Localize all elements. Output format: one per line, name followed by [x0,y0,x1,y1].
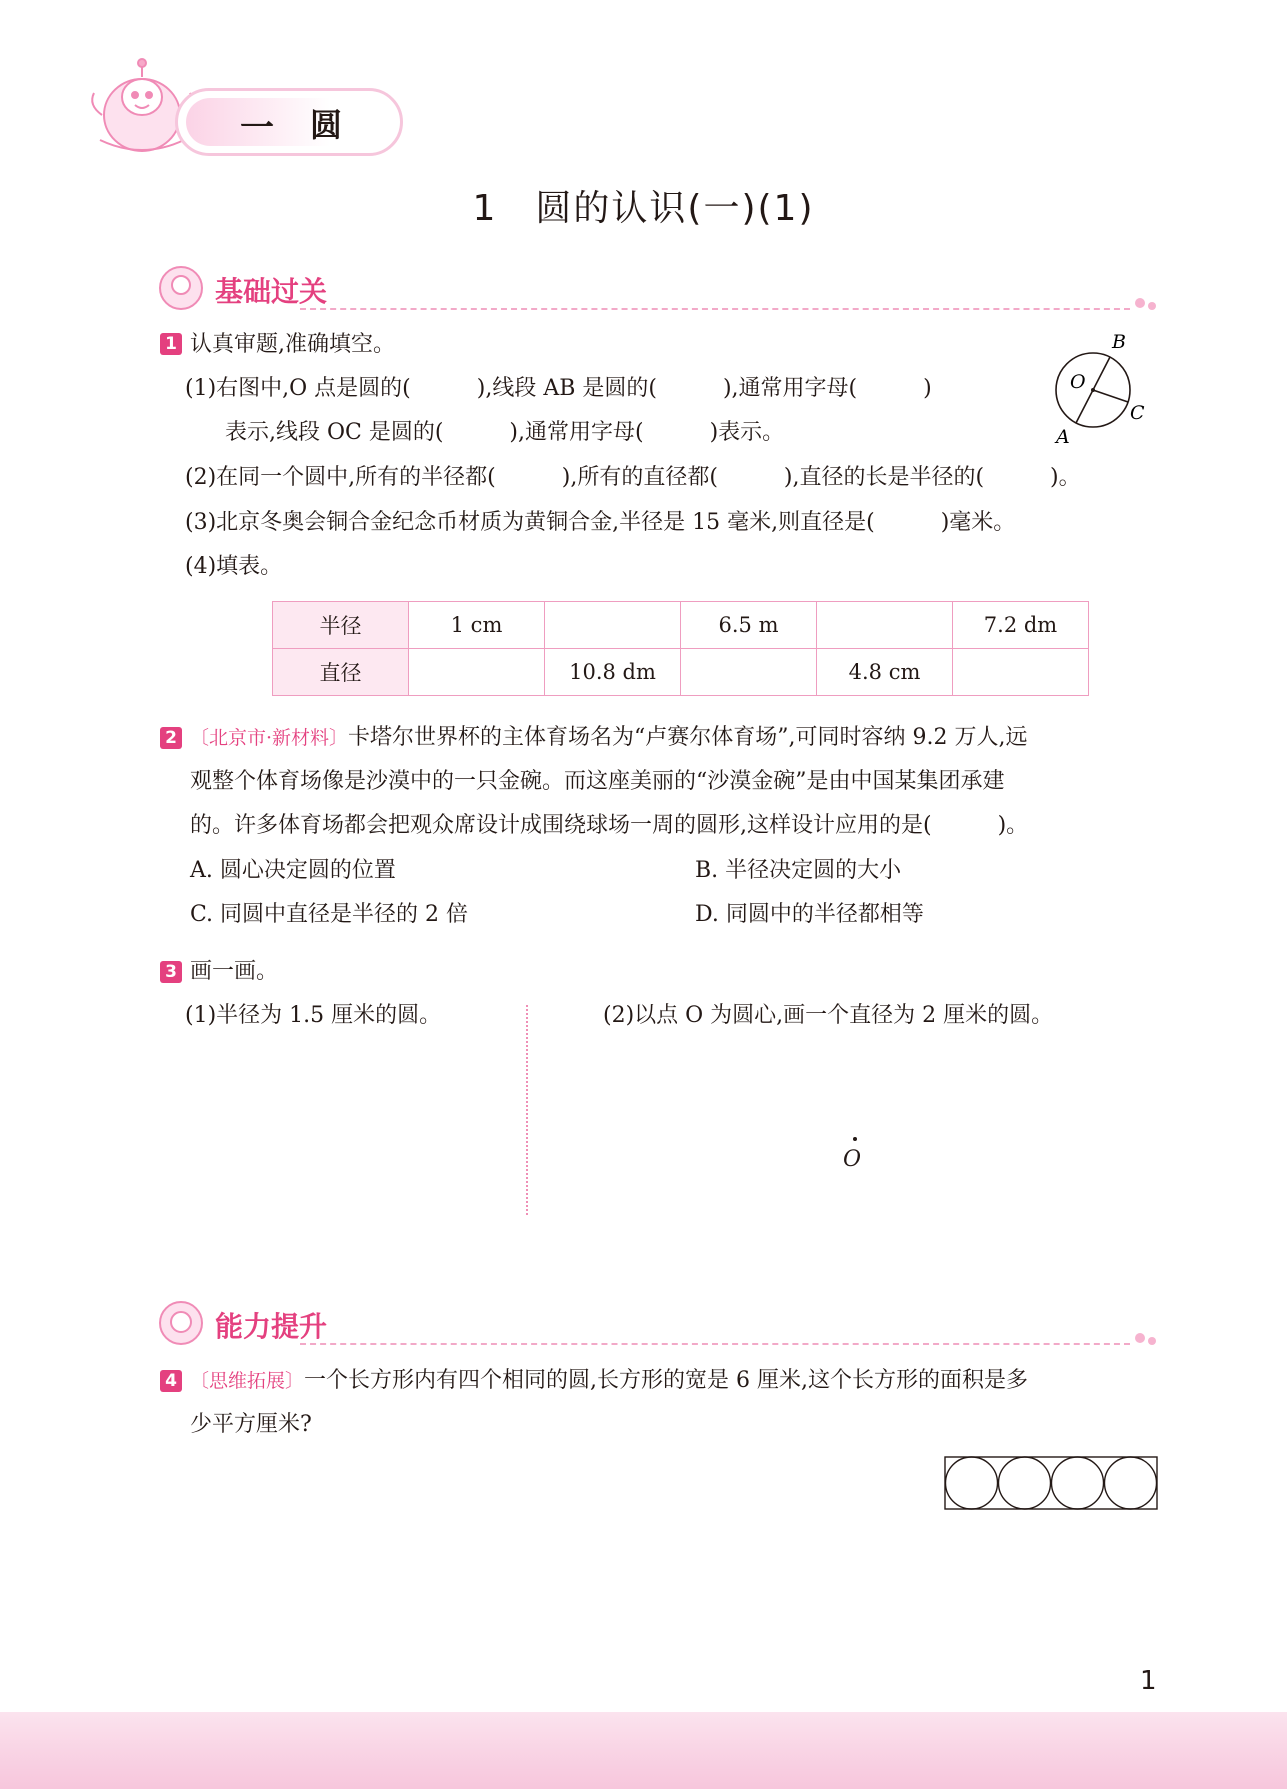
fill-table [272,601,1089,696]
label-c: C [1130,402,1145,424]
table-cell[interactable]: 4.8 cm [817,649,953,696]
circle-diagram [1040,330,1150,450]
q3-part1: (1)半径为 1.5 厘米的圆。 [185,1003,442,1028]
table-cell[interactable] [953,649,1089,696]
table-cell[interactable]: 1 cm [409,602,545,649]
table-cell[interactable] [545,602,681,649]
chapter-tab [175,88,403,156]
label-b: B [1112,331,1126,353]
q4-line2: 少平方厘米? [190,1412,312,1437]
section-icon-advanced [158,1300,204,1346]
option-b[interactable]: B. 半径决定圆的大小 [695,858,902,883]
q4-line1-text: 一个长方形内有四个相同的圆,长方形的宽是 6 厘米,这个长方形的面积是多 [304,1368,1028,1393]
point-o-label: O [843,1147,862,1172]
q1-part4: (4)填表。 [185,554,283,579]
section-heading-basic: 基础过关 [215,275,328,308]
section-divider [300,1343,1130,1345]
table-row-label: 半径 [273,602,409,649]
four-circles-figure [943,1455,1159,1511]
table-row [273,602,1089,649]
q1-part1-line2: 表示,线段 OC 是圆的( ),通常用字母( )表示。 [225,420,785,445]
q1-part3: (3)北京冬奥会铜合金纪念币材质为黄铜合金,半径是 15 毫米,则直径是( )毫米。 [185,510,1016,535]
question-number: 2 [160,727,182,749]
question-stem: 画一画。 [190,959,279,984]
option-c[interactable]: C. 同圆中直径是半径的 2 倍 [190,902,469,927]
table-cell[interactable]: 10.8 dm [545,649,681,696]
label-a: A [1056,426,1070,448]
table-row [273,649,1089,696]
divider-dot [1135,298,1145,308]
table-cell[interactable] [817,602,953,649]
divider-dot [1148,1337,1156,1345]
question-number: 1 [160,333,182,355]
q2-line3: 的。许多体育场都会把观众席设计成围绕球场一周的圆形,这样设计应用的是( )。 [190,813,1029,838]
chapter-title: 圆 [310,106,343,144]
lesson-title: 1 圆的认识(一)(1) [472,188,815,229]
point-o-dot [853,1137,857,1141]
option-a[interactable]: A. 圆心决定圆的位置 [190,858,396,883]
section-divider [300,308,1130,310]
chapter-number: 一 [240,108,274,148]
table-cell[interactable]: 6.5 m [681,602,817,649]
question-number: 3 [160,961,182,983]
question-number: 4 [160,1370,182,1392]
table-cell[interactable] [409,649,545,696]
label-o: O [1070,371,1086,393]
q2-tag: 〔北京市·新材料〕 [190,727,349,749]
divider-dot [1148,302,1156,310]
q2-line1 [190,723,1028,753]
q4-line1 [190,1366,1028,1396]
option-d[interactable]: D. 同圆中的半径都相等 [695,902,924,927]
table-row-label: 直径 [273,649,409,696]
section-icon-basic [158,265,204,311]
bottom-band [0,1712,1287,1789]
q1-part1-line1: (1)右图中,O 点是圆的( ),线段 AB 是圆的( ),通常用字母( ) [185,376,932,401]
q2-line1-text: 卡塔尔世界杯的主体育场名为“卢赛尔体育场”,可同时容纳 9.2 万人,远 [348,725,1028,750]
divider-dot [1135,1333,1145,1343]
table-cell[interactable] [681,649,817,696]
drawing-divider [526,1005,528,1215]
question-stem: 认真审题,准确填空。 [190,332,395,357]
q2-line2: 观整个体育场像是沙漠中的一只金碗。而这座美丽的“沙漠金碗”是由中国某集团承建 [190,769,1005,794]
page-number: 1 [1140,1666,1157,1696]
q3-part2: (2)以点 O 为圆心,画一个直径为 2 厘米的圆。 [603,1003,1054,1028]
section-heading-advanced: 能力提升 [215,1310,328,1343]
table-cell[interactable]: 7.2 dm [953,602,1089,649]
q4-tag: 〔思维拓展〕 [190,1370,305,1392]
q1-part2: (2)在同一个圆中,所有的半径都( ),所有的直径都( ),直径的长是半径的( )。 [185,465,1081,490]
